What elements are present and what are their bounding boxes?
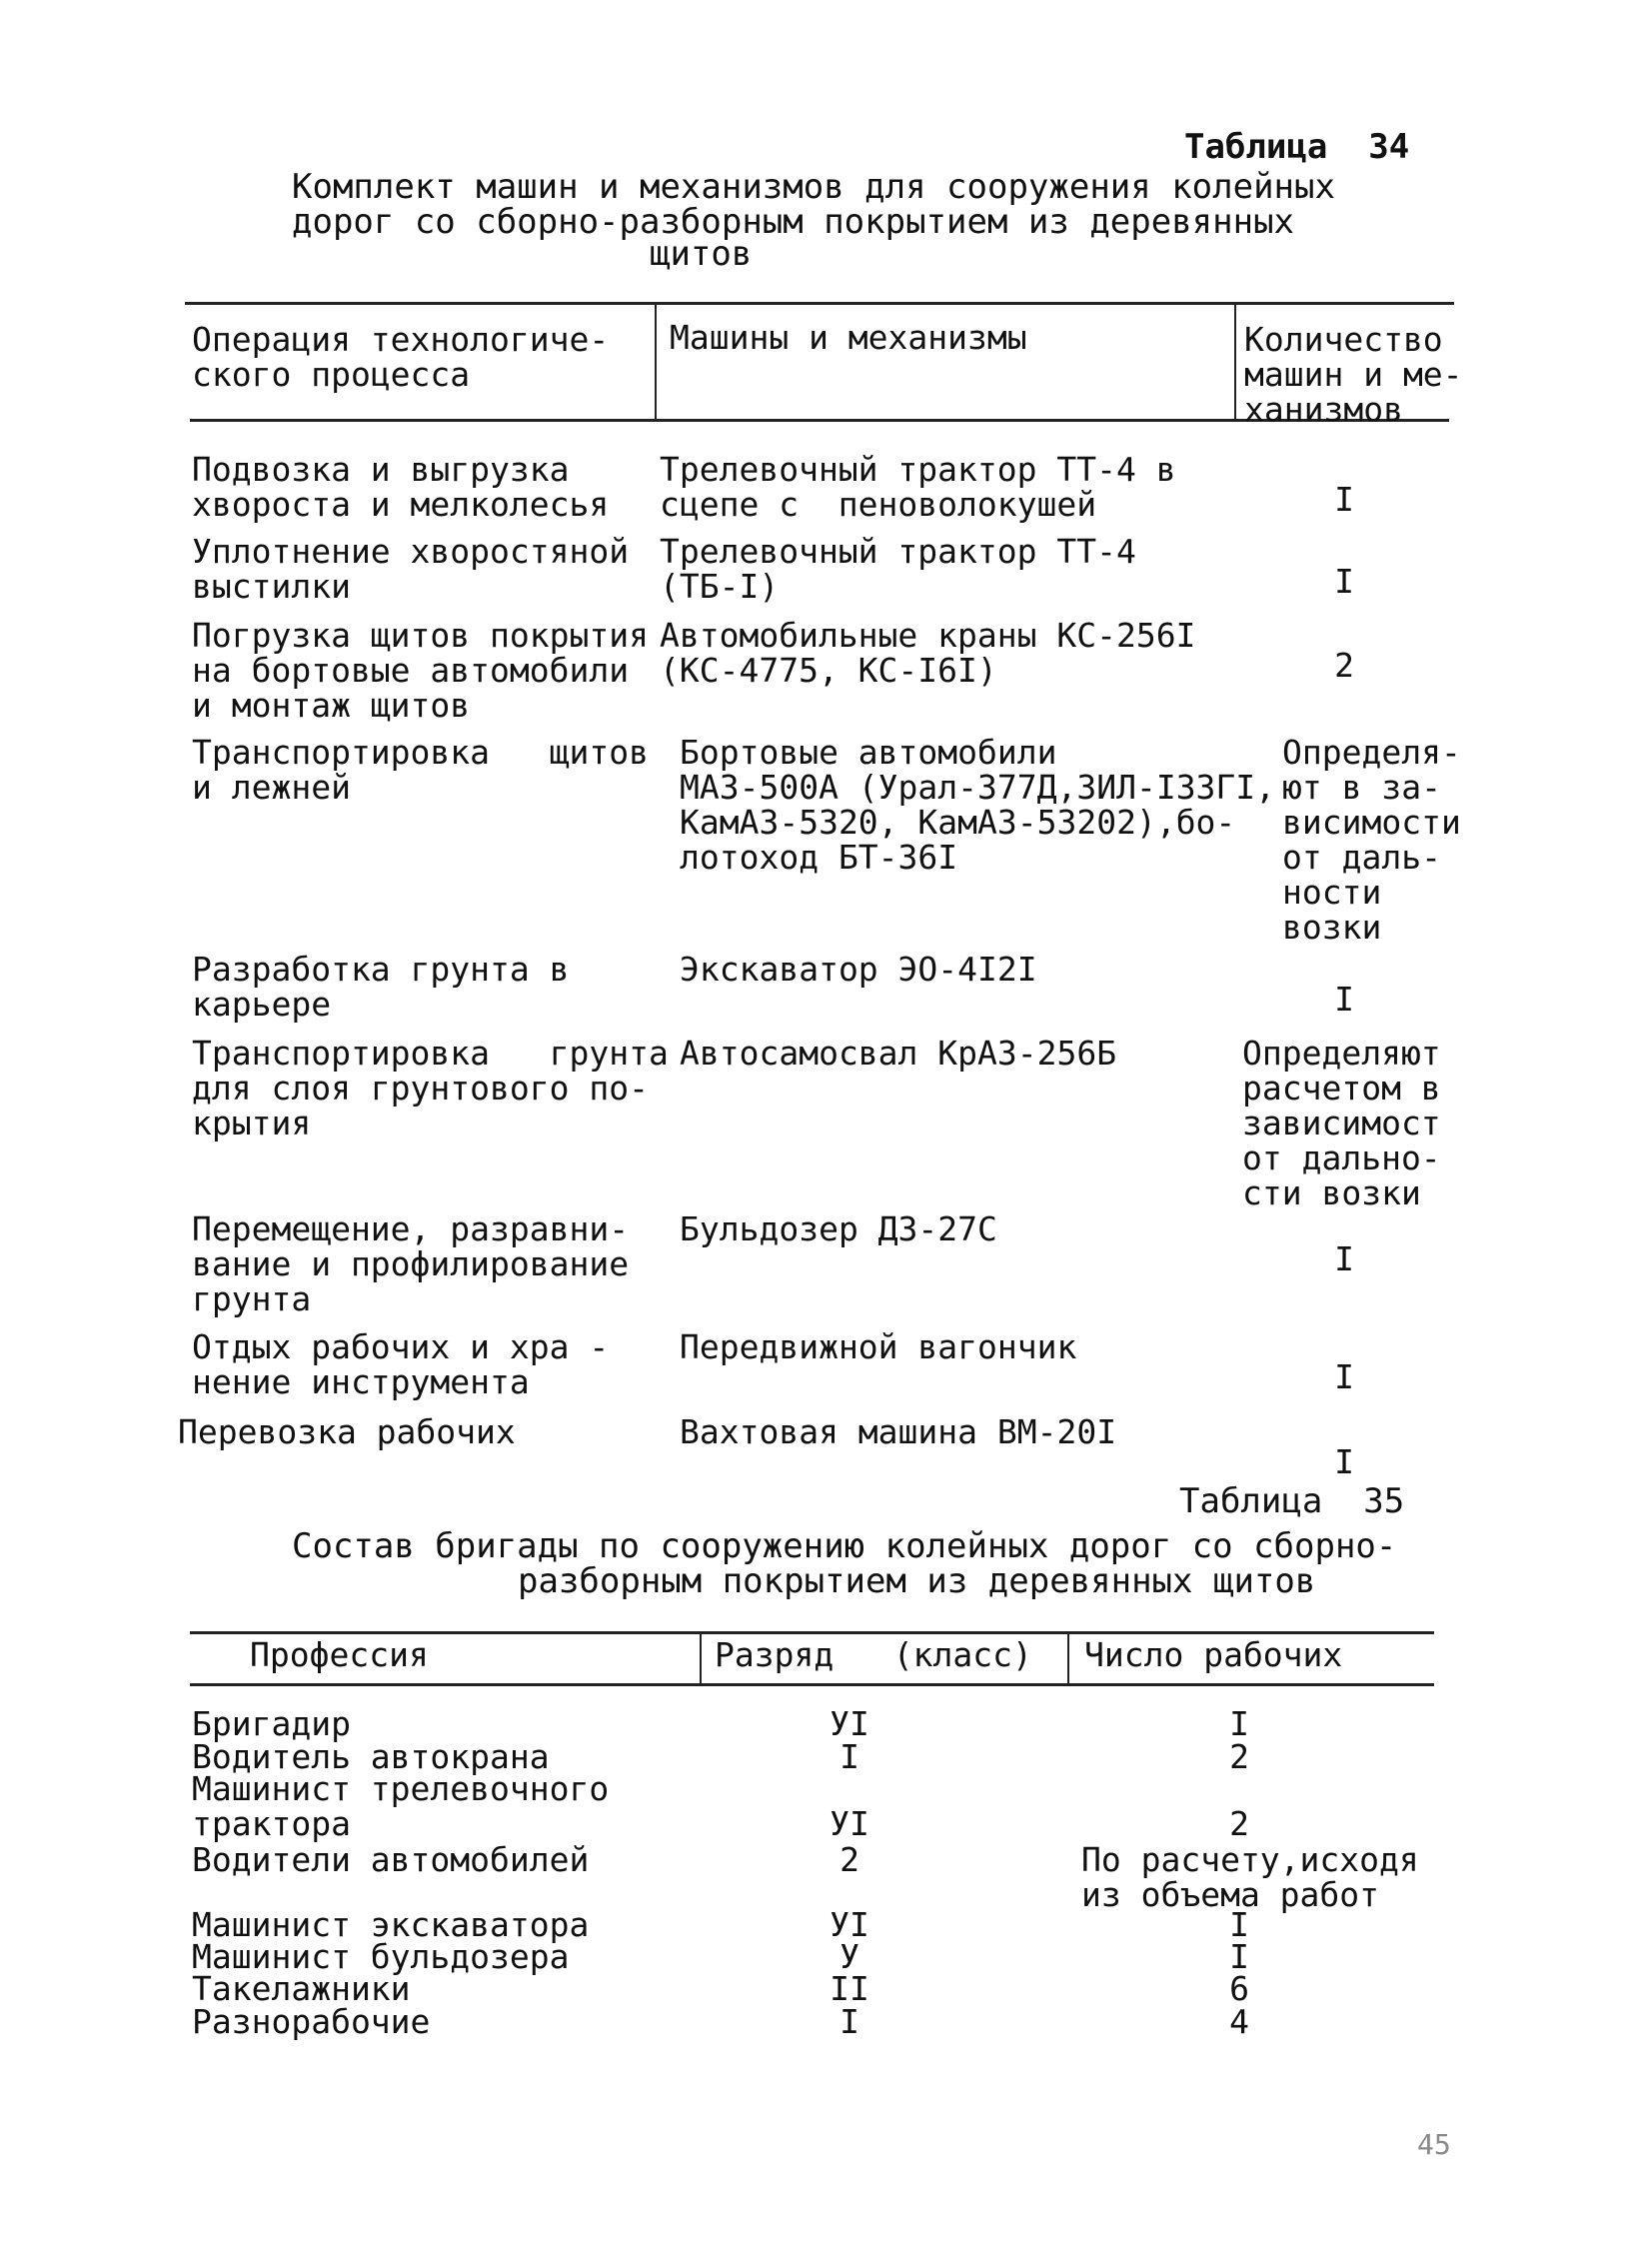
table-34-machines-cell: МАЗ-500А (Урал-377Д,ЗИЛ-I33ГI, [680,768,1276,807]
table-35-profession-cell: трактора [192,1804,351,1843]
table-35-label: Таблица 35 [1179,1481,1405,1521]
table-35-header-profession: Профессия [250,1635,429,1674]
table-34-operation-cell: и монтаж щитов [192,686,471,725]
table-34-count-cell: I [1334,480,1354,519]
table-35-grade-cell: УI [829,1804,869,1843]
table-34-count-cell: зависимост [1242,1104,1441,1142]
table-34-count-cell: расчетом в [1242,1069,1441,1108]
table-34-operation-cell: Погрузка щитов покрытия [192,616,649,655]
table-34-col-divider [1234,302,1236,420]
table-35-header-count: Число рабочих [1084,1635,1343,1674]
table-35-profession-cell: Разнорабочие [192,2002,431,2041]
table-34-header-machines: Машины и механизмы [670,318,1027,357]
table-34-operation-cell: Подвозка и выгрузка [192,450,570,489]
table-34-caption-line: Комплект машин и механизмов для сооружения колейных [292,167,1335,207]
table-35-grade-cell: I [839,1737,859,1776]
table-34-operation-cell: Разработка грунта в [192,950,570,989]
table-34-label: Таблица 34 [1184,127,1410,167]
table-34-machines-cell: Трелевочный трактор ТТ-4 в [660,450,1176,489]
table-34-machines-cell: сцепе с пеноволокушей [660,485,1097,524]
table-34-header-operation: ского процесса [192,355,471,394]
table-34-caption-line: щитов [650,234,753,274]
table-35-count-cell: 4 [1229,2002,1249,2041]
table-34-header-count: машин и ме- [1244,355,1463,394]
table-35-grade-cell: 2 [839,1840,859,1879]
table-34-operation-cell: на бортовые автомобили [192,651,630,690]
table-35-profession-cell: Машинист бульдозера [192,1937,570,1976]
table-35-count-cell: I [1229,1905,1249,1944]
table-34-operation-cell: грунта [192,1279,312,1318]
table-34-operation-cell: крытия [192,1104,312,1142]
table-35-header-rule [190,1683,1434,1686]
table-34-count-cell: Определя- [1282,733,1461,772]
table-34-count-cell: ности [1282,873,1382,912]
table-35-grade-cell: УI [829,1905,869,1944]
table-34-machines-cell: Трелевочный трактор ТТ-4 [660,532,1136,571]
table-35-count-cell: из объема работ [1081,1875,1380,1914]
table-34-operation-cell: вание и профилирование [192,1244,630,1283]
table-34-count-cell: сти возки [1242,1173,1421,1212]
table-34-machines-cell: Бортовые автомобили [680,733,1057,772]
table-35-count-cell: По расчету,исходя [1081,1840,1419,1879]
table-35-top-rule [190,1631,1434,1634]
table-35-profession-cell: Такелажники [192,1969,411,2008]
table-34-top-rule [185,302,1454,305]
table-35-caption-line: Состав бригады по сооружению колейных дорог со сборно- [292,1526,1397,1566]
table-34-machines-cell: Экскаватор ЭО-4I2I [680,950,1037,989]
table-34-machines-cell: Автомобильные краны КС-256I [660,616,1196,655]
table-34-machines-cell: (КС-4775, КС-I6I) [660,651,997,690]
table-34-count-cell: от даль- [1282,838,1441,877]
table-35-caption-line: разборным покрытием из деревянных щитов [518,1561,1316,1601]
table-35-profession-cell: Водители автомобилей [192,1840,590,1879]
table-35-col-divider [1067,1631,1069,1683]
table-35-grade-cell: I [839,2002,859,2041]
table-34-count-cell: I [1334,1442,1354,1481]
table-34-operation-cell: хвороста и мелколесья [192,485,610,524]
table-35-grade-cell: У [839,1937,859,1976]
table-34-header-operation: Операция технологиче- [192,320,610,359]
page-number: 45 [1417,2128,1451,2161]
table-34-machines-cell: Передвижной вагончик [680,1327,1077,1366]
table-34-count-cell: 2 [1334,646,1354,685]
table-34-operation-cell: для слоя грунтового по- [192,1069,649,1108]
table-34-header-count: ханизмов [1244,390,1403,429]
table-34-operation-cell: Транспортировка щитов [192,733,649,772]
table-34-machines-cell: КамАЗ-5320, КамАЗ-53202),бо- [680,803,1236,842]
table-34-caption-line: дорог со сборно-разборным покрытием из деревянных [292,202,1295,242]
table-34-count-cell: I [1334,980,1354,1019]
table-35-grade-cell: II [829,1969,869,2008]
table-34-count-cell: от дально- [1242,1138,1441,1177]
table-34-operation-cell: карьере [192,985,332,1024]
table-34-machines-cell: Автосамосвал КрАЗ-256Б [680,1034,1117,1073]
table-35-count-cell: 2 [1229,1804,1249,1843]
table-34-operation-cell: Перемещение, разравни- [192,1209,630,1248]
table-35-grade-cell: УI [829,1704,869,1743]
table-34-machines-cell: Бульдозер ДЗ-27С [680,1209,997,1248]
table-34-operation-cell: Перевозка рабочих [178,1412,516,1451]
table-35-profession-cell: Бригадир [192,1704,351,1743]
table-35-count-cell: 6 [1229,1969,1249,2008]
table-35-count-cell: 2 [1229,1737,1249,1776]
table-34-machines-cell: (ТБ-I) [660,567,780,606]
table-34-count-cell: возки [1282,908,1382,947]
table-34-count-cell: I [1334,1357,1354,1396]
table-34-count-cell: висимости [1282,803,1461,842]
table-35-col-divider [700,1631,702,1683]
table-34-operation-cell: Уплотнение хворостяной [192,532,630,571]
table-34-operation-cell: Транспортировка грунта [192,1034,669,1073]
table-34-machines-cell: Вахтовая машина ВМ-20I [680,1412,1117,1451]
table-35-profession-cell: Машинист экскаватора [192,1905,590,1944]
table-35-profession-cell: Водитель автокрана [192,1737,550,1776]
table-34-count-cell: Определяют [1242,1034,1441,1073]
table-34-machines-cell: лотоход БТ-36I [680,838,958,877]
table-35-profession-cell: Машинист трелевочного [192,1769,610,1808]
table-34-count-cell: ют в за- [1282,768,1441,807]
table-34-count-cell: I [1334,1239,1354,1278]
table-34-operation-cell: и лежней [192,768,351,807]
table-34-count-cell: I [1334,562,1354,601]
table-35-header-grade: Разряд (класс) [715,1635,1032,1674]
table-35-count-cell: I [1229,1704,1249,1743]
table-34-header-count: Количество [1244,320,1443,359]
table-34-col-divider [655,302,657,420]
table-34-operation-cell: выстилки [192,567,351,606]
table-34-operation-cell: Отдых рабочих и хра - [192,1327,610,1366]
table-34-operation-cell: нение инструмента [192,1362,530,1401]
table-35-count-cell: I [1229,1937,1249,1976]
